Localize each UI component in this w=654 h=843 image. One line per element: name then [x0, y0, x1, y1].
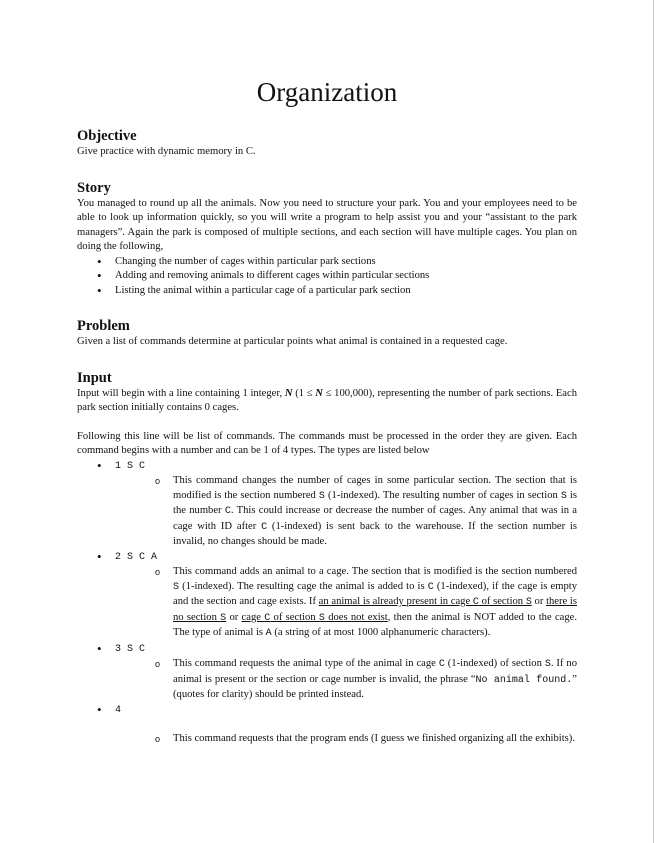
- story-bullet: • Listing the animal within a particular cage of a particular park section: [97, 284, 577, 299]
- text-run: (1-indexed), if the cage is empty and the section and cage exists. If: [173, 580, 577, 607]
- text-run: This command adds an animal to a cage. The section that is modified is the section numbered: [173, 566, 577, 577]
- text-run: is the number: [173, 489, 577, 516]
- story-section: [77, 180, 577, 299]
- text-run: ” (quotes for clarity) should be printed instead.: [173, 673, 577, 700]
- page-title: Organization: [256, 77, 398, 107]
- spacer: [115, 718, 577, 732]
- input-paragraph-1: [77, 387, 577, 416]
- objective-heading: Objective: [77, 128, 137, 144]
- text-run: of section: [478, 596, 526, 607]
- input-paragraph-2: Following this line will be list of commands. The commands must be processed in the order they are given. Each command begins with a number and can be 1 of 4 types. The types are listed below: [77, 430, 577, 456]
- underlined-condition-3: [242, 612, 388, 623]
- text-run: does not exist: [324, 611, 388, 623]
- command-list: [77, 459, 577, 747]
- text-run: there is no section: [173, 596, 577, 623]
- document-page: [77, 76, 577, 767]
- problem-section: [77, 318, 577, 350]
- command-1-item: [97, 459, 577, 550]
- command-description: o This command requests that the program ends (I guess we finished organizing all the exhibits).: [155, 732, 577, 747]
- text-run: Input will begin with a line containing 1 integer,: [77, 387, 285, 399]
- objective-section: [77, 128, 577, 160]
- text-run: (1-indexed) is sent back to the warehouse. If the section number is invalid, no changes should be made.: [173, 520, 577, 547]
- story-bullet: • Changing the number of cages within particular park sections: [97, 255, 577, 270]
- text-run: of section: [270, 611, 319, 623]
- story-heading: Story: [77, 179, 111, 196]
- text-run: (a string of at most 1000 alphanumeric characters).: [271, 627, 491, 638]
- story-bullet-list: [77, 255, 577, 299]
- code-run: C: [472, 597, 479, 608]
- underlined-condition-1: [319, 596, 532, 607]
- command-3-item: [97, 642, 577, 703]
- text-run: an animal is already present in cage: [318, 596, 473, 607]
- text-run: This command requests the animal type of the animal in cage: [173, 658, 439, 669]
- code-run: C: [264, 612, 271, 624]
- objective-text: Give practice with dynamic memory in C.: [77, 146, 256, 157]
- command-description: [155, 474, 577, 550]
- code-run: S: [318, 612, 325, 624]
- text-run: (1-indexed). The resulting number of cages in section: [324, 489, 561, 501]
- problem-text: Given a list of commands determine at particular points what animal is contained in a requested cage.: [77, 336, 508, 347]
- command-code: 3 S C: [115, 643, 146, 655]
- code-run: S: [544, 659, 551, 670]
- input-section: [77, 370, 577, 747]
- command-code: 2 S C A: [115, 551, 158, 563]
- code-run: C: [224, 506, 231, 517]
- code-run: S: [525, 597, 532, 608]
- code-run: S: [220, 612, 227, 624]
- code-run: A: [265, 628, 272, 639]
- command-code: 1 S C: [115, 460, 146, 472]
- text-run: (1 ≤: [292, 387, 316, 399]
- text-run: (1-indexed) of section: [444, 658, 545, 669]
- code-run: S: [173, 581, 180, 593]
- text-run: cage: [241, 611, 265, 623]
- command-3-details: [115, 657, 577, 703]
- command-2-details: [115, 565, 577, 642]
- story-text: You managed to round up all the animals. Now you need to structure your park. You and your employees need to be able to look up information quickly, so you will write a program to help assist you and your “assistant to the park managers”. Again the park is composed of multiple sections, and each section will have multiple cages. You plan on doing the following,: [77, 197, 577, 252]
- command-description: [155, 657, 577, 703]
- text-run: ≤ 100,000), representing the number of park sections. Each park section initially contains 0 cages.: [77, 387, 578, 413]
- text-run: This command changes the number of cages in some particular section. The section that is modified is the section numbered: [173, 475, 577, 501]
- code-run: No animal found.: [475, 674, 573, 686]
- text-run: . This could increase or decrease the number of cages. Any animal that was in a cage with ID after: [173, 505, 577, 532]
- text-run: (1-indexed). The resulting cage the animal is added to is: [179, 580, 428, 592]
- variable-n: N: [315, 387, 323, 399]
- command-2-item: [97, 550, 577, 642]
- command-4-details: [115, 732, 577, 747]
- text-run: or: [531, 596, 547, 607]
- code-run: C: [438, 659, 445, 670]
- command-1-details: [115, 474, 577, 550]
- code-run: C: [261, 521, 268, 533]
- code-run: S: [560, 490, 567, 502]
- problem-heading: Problem: [77, 318, 130, 334]
- code-run: C: [427, 581, 434, 593]
- text-run: or: [226, 611, 242, 623]
- text-run: . If no animal is present or the section or cage number is invalid, the phrase “: [173, 658, 578, 685]
- variable-n: N: [284, 387, 293, 399]
- command-4-item: [97, 703, 577, 747]
- command-code: 4: [115, 704, 122, 716]
- text-run: , then the animal is NOT added to the cage. The type of animal is: [173, 611, 578, 638]
- input-heading: Input: [77, 369, 112, 386]
- command-description: [155, 565, 577, 642]
- code-run: S: [318, 490, 325, 502]
- story-bullet: • Adding and removing animals to different cages within particular sections: [97, 269, 577, 284]
